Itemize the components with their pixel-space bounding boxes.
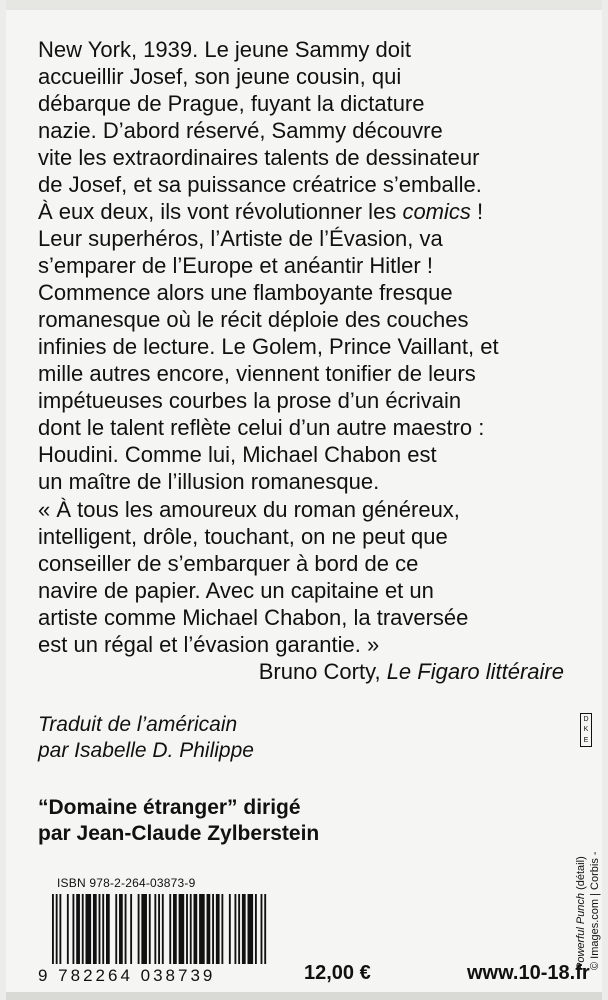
barcode-bar <box>115 894 117 964</box>
barcode-bar <box>216 894 220 964</box>
quote-attribution <box>38 658 578 685</box>
credit-text <box>574 720 602 970</box>
cover-image-credit <box>566 703 606 993</box>
cover-left-edge <box>0 0 6 1000</box>
barcode-bar <box>162 894 164 964</box>
barcode-bar <box>72 894 74 964</box>
blurb-text: ! <box>470 199 484 224</box>
barcode-bar <box>261 894 263 964</box>
credit-line <box>574 720 588 970</box>
barcode-bar <box>242 894 246 964</box>
barcode-bar <box>56 894 58 964</box>
series-credit <box>38 795 319 847</box>
series-line: par Jean-Claude Zylberstein <box>38 822 320 845</box>
barcode-bar <box>52 894 54 964</box>
blurb-line: Commence alors une flamboyante fresque <box>38 280 453 305</box>
blurb-line: impétueuses courbes la prose d’un écrivain <box>38 388 462 413</box>
isbn-label: ISBN 978-2-264-03873-9 <box>57 876 196 890</box>
cover-top-edge <box>0 0 608 10</box>
barcode-bar <box>154 894 156 964</box>
credit-artwork-title: Powerful Punch <box>575 892 587 970</box>
barcode-bar <box>119 894 123 964</box>
barcode-digits: 9 782264 038739 <box>38 966 216 985</box>
barcode-bar <box>248 894 254 964</box>
barcode-bar <box>82 894 84 964</box>
press-quote <box>38 496 578 685</box>
barcode-bar <box>199 894 205 964</box>
quote-line: conseiller de s’embarquer à bord de ce <box>38 551 419 576</box>
barcode-bar <box>76 894 80 964</box>
barcode-bar <box>99 894 101 964</box>
barcode-bar <box>59 894 61 964</box>
logo-letter: D <box>583 715 589 723</box>
blurb-line: Leur superhéros, l’Artiste de l’Évasion, va <box>38 226 443 251</box>
barcode-bar <box>102 894 104 964</box>
blurb-line: vite les extraordinaires talents de dessinateur <box>38 145 480 170</box>
logo-letter: K <box>583 726 589 734</box>
barcode-bar <box>169 894 171 964</box>
barcode-bar <box>229 894 231 964</box>
barcode-bar <box>130 894 132 964</box>
barcode-bar <box>179 894 185 964</box>
blurb-line: romanesque où le récit déploie des couches <box>38 307 469 332</box>
price: 12,00 € <box>304 962 371 984</box>
publisher-website[interactable]: www.10-18.fr <box>467 962 590 984</box>
blurb-line <box>38 198 578 225</box>
barcode-bar <box>158 894 160 964</box>
credit-line: © Images.com | Corbis - <box>589 851 601 970</box>
barcode-bar <box>207 894 211 964</box>
barcode-bar <box>186 894 188 964</box>
blurb-line: un maître de l’illusion romanesque. <box>38 469 380 494</box>
cover-bottom-edge <box>0 992 608 1000</box>
barcode-bar <box>238 894 240 964</box>
blurb-line: nazie. D’abord réservé, Sammy découvre <box>38 118 443 143</box>
quote-line: navire de papier. Avec un capitaine et un <box>38 578 434 603</box>
barcode-bar <box>173 894 177 964</box>
translator-line: Traduit de l’américain <box>38 713 238 736</box>
blurb-text: À eux deux, ils vont révolutionner les <box>38 199 397 224</box>
barcode-bar <box>194 894 198 964</box>
blurb-line: mille autres encore, viennent tonifier de leurs <box>38 361 476 386</box>
translator-line: par Isabelle D. Philippe <box>38 739 254 762</box>
translator-credit <box>38 712 254 764</box>
blurb-line: New York, 1939. Le jeune Sammy doit <box>38 37 412 62</box>
barcode-bar <box>149 894 151 964</box>
barcode-bar <box>190 894 192 964</box>
series-line: “Domaine étranger” dirigé <box>38 796 301 819</box>
blurb-line: débarque de Prague, fuyant la dictature <box>38 91 425 116</box>
barcode-bar <box>141 894 147 964</box>
quote-author: Bruno Corty, <box>258 659 387 684</box>
barcode-bar <box>93 894 97 964</box>
blurb-line: Houdini. Comme lui, Michael Chabon est <box>38 442 437 467</box>
quote-line: « À tous les amoureux du roman généreux, <box>38 497 460 522</box>
blurb-line: s’emparer de l’Europe et anéantir Hitler ! <box>38 253 433 278</box>
barcode-bar <box>264 894 266 964</box>
blurb-line: de Josef, et sa puissance créatrice s’emballe. <box>38 172 482 197</box>
barcode-bar <box>234 894 236 964</box>
blurb-line: accueillir Josef, son jeune cousin, qui <box>38 64 402 89</box>
barcode-bar <box>212 894 214 964</box>
barcode <box>52 894 268 964</box>
blurb-line: dont le talent reflète celui d’un autre maestro : <box>38 415 485 440</box>
blurb-paragraph <box>38 36 578 495</box>
blurb-line: infinies de lecture. Le Golem, Prince Vaillant, et <box>38 334 499 359</box>
barcode-bar <box>125 894 127 964</box>
comics-italic: comics <box>402 199 471 224</box>
barcode-bar <box>138 894 140 964</box>
quote-line: est un régal et l’évasion garantie. » <box>38 632 380 657</box>
credit-detail: (détail) <box>575 856 587 893</box>
barcode-bar <box>86 894 92 964</box>
barcode-bar <box>67 894 69 964</box>
quote-source: Le Figaro littéraire <box>386 659 564 684</box>
barcode-bar <box>255 894 257 964</box>
quote-line: intelligent, drôle, touchant, on ne peut que <box>38 524 448 549</box>
barcode-bar <box>221 894 223 964</box>
quote-line: artiste comme Michael Chabon, la traversée <box>38 605 469 630</box>
logo-letter: E <box>583 737 589 745</box>
barcode-bar <box>106 894 110 964</box>
